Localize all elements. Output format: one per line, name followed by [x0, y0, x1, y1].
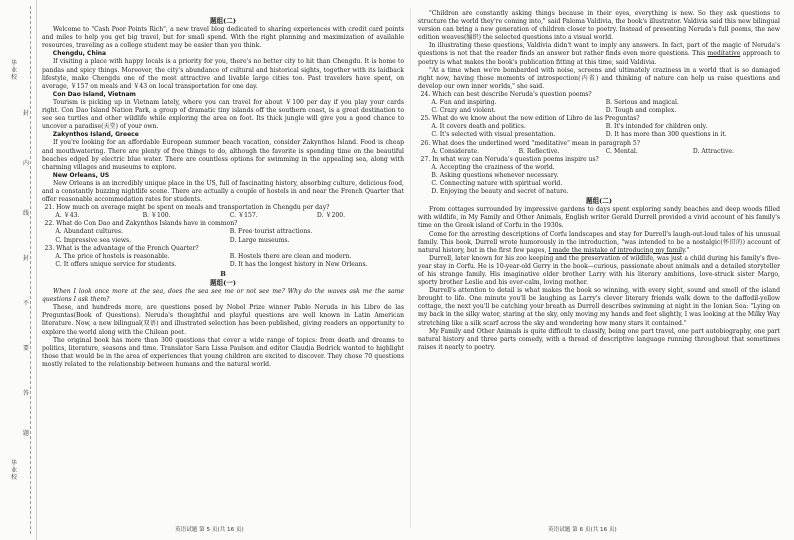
option: B. Asking questions whenever necessary. — [431, 171, 559, 179]
option: D. Large museums. — [229, 236, 290, 244]
option: C. Connecting nature with spiritual world. — [431, 179, 563, 187]
seal-char: 不 — [22, 300, 29, 307]
passage-intro: Welcome to "Cash Poor Points Rich", a new travel blog dedicated to sharing experiences with credit card points and miles to help you get big travel, but for small spend. With the right planning and maximization of available resources, traveling as a college student may be easier than you think. — [42, 26, 404, 50]
school-label-bottom: 毕业校 — [10, 460, 17, 481]
question-21-options — [42, 212, 404, 220]
question-22: 22. What do Con Dao and Zakynthos Islands have in common? — [44, 220, 238, 228]
option: C. Crazy and violent. — [431, 107, 496, 115]
passage-paragraph — [418, 42, 780, 66]
place-heading: New Orleans, US — [52, 171, 110, 179]
underlined-word: meditative — [707, 50, 741, 58]
place-text: If you're looking for an affordable European summer beach vacation, consider Zakynthos Island. Food is cheap and mouthwatering. There are plenty of free things to do, although the favorite is spending time on the beautiful beaches edged by electric blue water. There are countless options for swimming in the appealing sea, along with charming villages and museums to explore. — [42, 139, 404, 171]
section-title: 题组(一) — [209, 279, 237, 287]
option: A. Abundant cultures. — [55, 228, 123, 236]
option: B. Serious and magical. — [605, 99, 679, 107]
binding-margin — [0, 0, 37, 540]
option: D. It has the longest history in New Orleans. — [229, 260, 368, 268]
seal-char: 内 — [22, 160, 29, 167]
question-26: 26. What does the underlined word "meditative" mean in paragraph 5? — [420, 139, 641, 147]
question-25: 25. What do we know about the new edition of Libro de las Preguntas? — [420, 115, 640, 123]
epigraph: When I look once more at the sea, does the sea see me or not see me? Why do the waves ask me the same questions I ask them? — [42, 288, 404, 304]
cut-line — [30, 6, 31, 534]
option: B. Hostels there are clean and modern. — [229, 252, 352, 260]
option: D. Tough and complex. — [605, 107, 677, 115]
option: C. ￥157. — [229, 212, 258, 220]
page-footer-right: 英语试题 第 6 页(共 16 页) — [548, 527, 617, 533]
option: C. It offers unique service for students. — [55, 260, 177, 268]
option: B. Reflective. — [518, 147, 560, 155]
right-column — [418, 10, 780, 352]
left-column — [42, 16, 404, 369]
option: C. It's selected with visual presentation. — [431, 131, 556, 139]
underlined-sentence: I made the mistake of introducing my family — [548, 246, 685, 254]
question-27-options — [418, 164, 780, 172]
question-27-options — [418, 188, 780, 196]
text-run: In illustrating these questions, Valdivia didn't want to imply any answers. In fact, part of the magic of Neruda's questions is not that the reader finds an answer but rather finds even more questions. This — [418, 42, 780, 58]
seal-char: 题 — [22, 430, 29, 437]
text-run: Come for the arresting descriptions of Corfu landscapes and stay for Durrell's laugh-out-loud tales of his unusual family. This book, Durrell wrote humorously in the introduction, "was intended to be a nostalgic(怀旧的) account of natural history, but in the first few pages, — [418, 230, 780, 254]
option: C. Impressive sea views. — [55, 236, 132, 244]
place-text: Tourism is picking up in Vietnam lately, where you can travel for about ￥100 per day if you play your cards right. Con Dao Island Nation Park, a group of dramatic tiny islands off the southern coast, is a great destination to see sea turtles and other wildlife while exploring the area on foot. Its thick jungle will give you a good chance to uncover a paradise(天堂) of your own. — [42, 98, 404, 131]
school-label-top: 毕业校 — [10, 60, 17, 81]
question-25-options — [418, 131, 780, 139]
question-27-options — [418, 172, 780, 180]
question-24: 24. Which can best describe Neruda's question poems? — [420, 90, 592, 98]
passage-paragraph: These, and hundreds more, are questions posed by Nobel Prize winner Pablo Neruda in his Libro de las Preguntas(Book of Questions). Neruda's thoughtful and playful questions are well known in Latin American literature. Now, a new bilingual(双语) and illustrated selection has been published, giving readers an opportunity to explore the world along with the Chilean poet. — [42, 304, 404, 336]
text-run: ." — [684, 246, 690, 254]
place-text: If visiting a place with happy locals is a priority for you, there's no better city to hit than Chengdu. It is home to pandas and spicy things. Moreover, the city's abundance of cultural and historical sights, together with its laidback lifestyle, make Chengdu one of the most attractive and livable large cities too. Past travelers have spent, on average, ￥157 on meals and ￥43 on local transportation for one day. — [42, 58, 404, 90]
option: A. The price of hostels is reasonable. — [55, 252, 170, 260]
question-22-options — [42, 228, 404, 236]
place-heading: Con Dao Island, Vietnam — [52, 90, 136, 98]
option: A. It covers death and politics. — [431, 123, 526, 131]
column-divider — [410, 8, 411, 528]
page-footer-left: 英语试题 第 5 页(共 16 页) — [175, 527, 244, 533]
question-23-options — [42, 261, 404, 269]
question-26-options — [418, 148, 780, 156]
section-title: 题组(二) — [585, 197, 613, 206]
text-run: approach to poetry is what makes the book's publication fitting at this time, said Valdivia. — [418, 50, 780, 66]
passage-paragraph: "Children are constantly asking things because in their eyes, everything is new. So they ask questions to structure the world they're coming into," said Paloma Valdivia, the book's illustrator. Valdivia said this new bilingual version can bring a new generation of children closer to poetry. Instead of presenting Neruda's full poems, the new edition weaves(编织) the selected questions into a visual world. — [418, 10, 780, 42]
question-25-options — [418, 123, 780, 131]
passage-paragraph — [418, 231, 780, 255]
passage-paragraph: Durrell, later known for his zoo keeping and the preservation of wildlife, was just a child during his family's five-year stay in Corfu. He is 10-year-old Gerry in the book—curious, passionate about animals and a detailed storyteller of his strange family. His imaginative elder brother Larry with his literary ambitions, love-struck sister Margo, sporty brother Leslie and his ever-calm, loving mother. — [418, 254, 780, 287]
option: A. Accepting the craziness of the world. — [431, 163, 555, 171]
seal-char: 答 — [22, 390, 29, 397]
place-text: New Orleans is an incredibly unique place in the US, full of fascinating history, absorbing culture, delicious food, and a constantly buzzing nightlife scene. There are actually a couple of hostels in and near the French Quarter that offer reasonable accommodation rates for students. — [42, 179, 404, 204]
option: D. ￥200. — [316, 212, 346, 220]
passage-paragraph: Durrell's attention to detail is what makes the book so winning, with every sight, sound and smell of the island brought to life. One minute you'll be laughing as Larry's clever literary friends walk down to the daffodil-yellow cottage, the next you'll be catching your breath as Durrell describes swimming at night in the Ionian Sea: "Lying on my back in the silky water, staring at the sky, only moving my hands and feet slightly, I was looking at the Milky Way stretching like a silk scarf across the sky and wondering how many stars it contained." — [418, 287, 780, 327]
question-23: 23. What is the advantage of the French Quarter? — [44, 244, 199, 252]
option: B. It's intended for children only. — [605, 123, 708, 131]
question-27-options — [418, 180, 780, 188]
question-24-options — [418, 107, 780, 115]
option: A. Fun and inspiring. — [431, 99, 497, 107]
option: D. Attractive. — [692, 147, 734, 155]
passage-paragraph: The original book has more than 300 questions that cover a wide range of topics: from death and dreams to politics, literature, seasons and time. Translator Sara Lissa Paulson and editor Claudia Bedrick wanted to highlight those that would be in the area of experiences that young children are excited to discover. They chose 70 questions mostly related to the relationship between humans and the natural world. — [42, 336, 404, 368]
seal-char: 要 — [22, 345, 29, 352]
option: B. Free tourist attractions. — [229, 228, 313, 236]
passage-paragraph: From cottages surrounded by impressive gardens to days spent exploring sandy beaches and deep woods filled with wildlife, in My Family and Other Animals, English writer Gerald Durrell provided a vivid account of his family's time on the Greek island of Corfu in the 1930s. — [418, 206, 780, 230]
part-label: B — [220, 269, 226, 278]
section-title: 题组(二) — [209, 17, 237, 25]
option: A. ￥43. — [55, 212, 80, 220]
passage-paragraph: "At a time when we're bombarded with noise, screens and ultimately craziness in a world that is so damaged right now, having those moments of introspection(内省) and thinking of nature can help us raise questions and develop our own inner worlds," she said. — [418, 66, 780, 90]
question-23-options — [42, 253, 404, 261]
seal-char: 封 — [22, 110, 29, 117]
question-24-options — [418, 99, 780, 107]
question-27: 27. In what way can Neruda's question poems inspire us? — [420, 155, 599, 163]
seal-char: 封 — [22, 255, 29, 262]
option: D. Enjoying the beauty and secret of nature. — [431, 188, 569, 196]
question-21: 21. How much on average might be spent on meals and transportation in Chengdu per day? — [44, 204, 330, 212]
place-heading: Zakynthos Island, Greece — [52, 131, 139, 139]
option: C. Mental. — [605, 147, 638, 155]
place-heading: Chengdu, China — [52, 50, 107, 58]
option: B. ￥100. — [142, 212, 171, 220]
option: A. Considerate. — [431, 147, 480, 155]
passage-paragraph: My Family and Other Animals is quite difficult to classify, being one part travel, one part autobiography, one part natural history and three parts comedy, with a thread of descriptive language running throughout that sometimes raises it nearly to poetry. — [418, 327, 780, 351]
seal-char: 线 — [22, 210, 29, 217]
option: D. It has more than 300 questions in it. — [605, 131, 727, 139]
question-22-options — [42, 237, 404, 245]
